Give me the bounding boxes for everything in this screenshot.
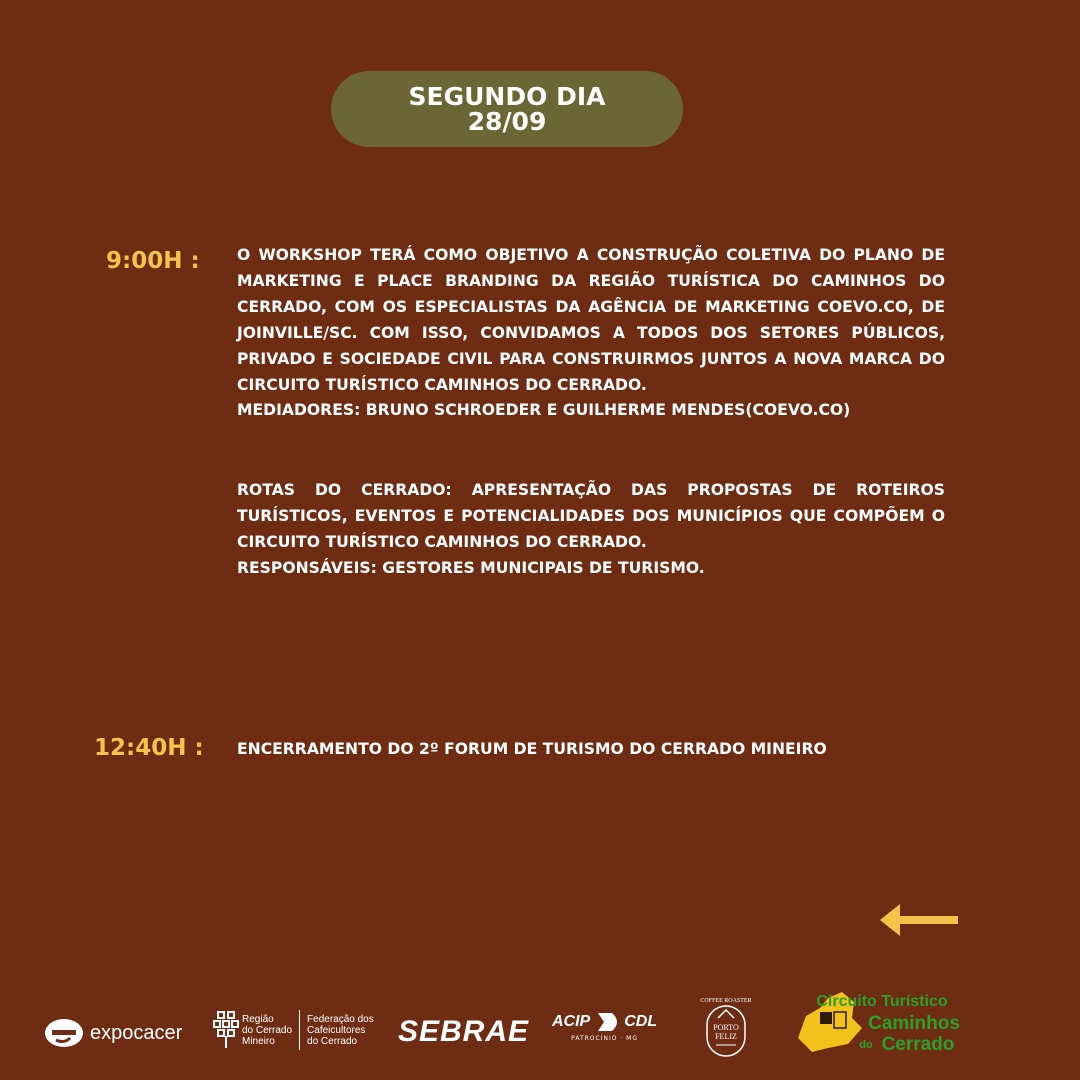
federacao-line-1: Federação dos [307,1013,374,1025]
acip-text: ACIP [552,1013,591,1030]
circuito-line-4: Cerrado [881,1034,955,1055]
rotas-text: ROTAS DO CERRADO: APRESENTAÇÃO DAS PROPOSTAS DE ROTEIROS TURÍSTICOS, EVENTOS E POTENCIALIDADES DOS MUNICÍPIOS QUE COMPÕEM O CIRCUITO TURÍSTICO CAMINHOS DO CERRADO. [237,481,945,551]
rotas-description [237,478,945,582]
expocacer-text: expocacer [90,1021,183,1044]
circuito-line-3: do [859,1039,873,1051]
sebrae-logo: SEBRAE [398,1015,530,1048]
responsaveis-text: RESPONSÁVEIS: GESTORES MUNICIPAIS DE TURISMO. [237,558,705,577]
day-title: SEGUNDO DIA [408,82,606,111]
closing-text: ENCERRAMENTO DO 2º FORUM DE TURISMO DO CERRADO MINEIRO [237,740,827,758]
regiao-text [242,1014,292,1047]
time-9h: 9:00H : [106,248,200,274]
federacao-line-2: Cafeicultores [307,1024,366,1036]
federacao-line-3: do Cerrado [307,1035,358,1047]
day-date: 28/09 [467,107,547,136]
regiao-cerrado-logo [212,1008,374,1052]
porto-top-text: COFFEE ROASTER [700,998,752,1004]
circuito-caminhos-logo [792,978,972,1058]
logo-divider [299,1010,300,1050]
time-12h40: 12:40H : [94,735,204,761]
day-header-pill [331,71,683,147]
acip-cdl-logo [552,1013,657,1042]
regiao-line-1: Região [242,1013,274,1025]
circuito-line-1: Circuito Turístico [816,993,948,1010]
cdl-text: CDL [624,1013,658,1030]
regiao-line-2: do Cerrado [242,1024,293,1036]
porto-feliz-logo [698,992,754,1062]
cdl-shape-icon [598,1013,622,1031]
regiao-line-3: Mineiro [242,1035,275,1047]
porto-name-1: PORTO [713,1023,739,1032]
arrow-left-icon[interactable] [880,902,960,938]
workshop-description [237,243,945,424]
coffee-tree-icon [212,1008,242,1052]
workshop-text: O WORKSHOP TERÁ COMO OBJETIVO A CONSTRUÇÃO COLETIVA DO PLANO DE MARKETING E PLACE BRANDING DA REGIÃO TURÍSTICA DO CAMINHOS DO CERRADO, COM OS ESPECIALISTAS DA AGÊNCIA DE MARKETING COEVO.CO, DE JOINVILLE/SC. COM ISSO, CONVIDAMOS A TODOS DOS SETORES PÚBLICOS, PRIVADO E SOCIEDADE CIVIL PARA CONSTRUIRMOS JUNTOS A NOVA MARCA DO CIRCUITO TURÍSTICO CAMINHOS DO CERRADO. [237,246,945,394]
circuito-line-2: Caminhos [868,1013,960,1034]
expocacer-logo [44,1018,182,1048]
acip-subtext: PATROCÍNIO · MG [571,1035,639,1042]
federacao-text [307,1014,374,1047]
porto-name-2: FELIZ [715,1032,737,1041]
mediators-text: MEDIADORES: BRUNO SCHROEDER E GUILHERME MENDES(COEVO.CO) [237,401,851,420]
expocacer-e-icon [44,1018,84,1048]
